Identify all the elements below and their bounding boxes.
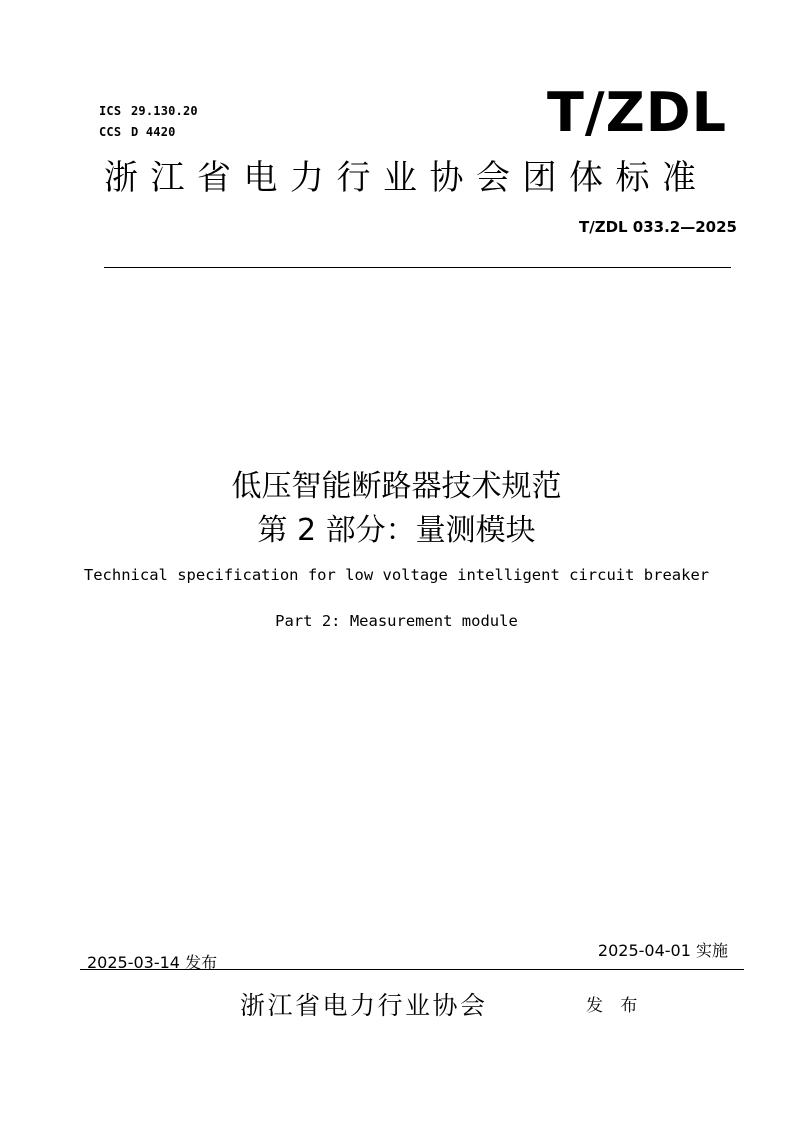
ics-label: ICS [99,104,122,118]
document-subtitle-en: Part 2: Measurement module [275,612,518,630]
footer-divider [80,969,744,970]
ccs-label: CCS [99,125,122,139]
document-subtitle-cn: 第 2 部分：量测模块 [257,513,536,548]
ics-value: 29.130.20 [131,104,198,118]
issuing-organization: 浙江省电力行业协会 [240,991,488,1020]
document-title-cn: 低压智能断路器技术规范 [231,469,562,504]
document-title-en: Technical specification for low voltage intelligent circuit breaker [83,566,710,584]
issue-label: 发 布 [586,996,644,1016]
association-standard-title: 浙江省电力行业协会团体标准 [104,158,709,198]
publish-date: 2025-03-14 发布 [87,953,218,972]
ccs-code [99,125,176,139]
ics-code [99,104,198,118]
header-divider [104,267,731,268]
ccs-value: D 4420 [131,125,176,139]
standard-brand-mark: T/ZDL [547,81,727,144]
standard-number: T/ZDL 033.2—2025 [578,218,737,236]
implementation-date: 2025-04-01 实施 [597,941,728,960]
